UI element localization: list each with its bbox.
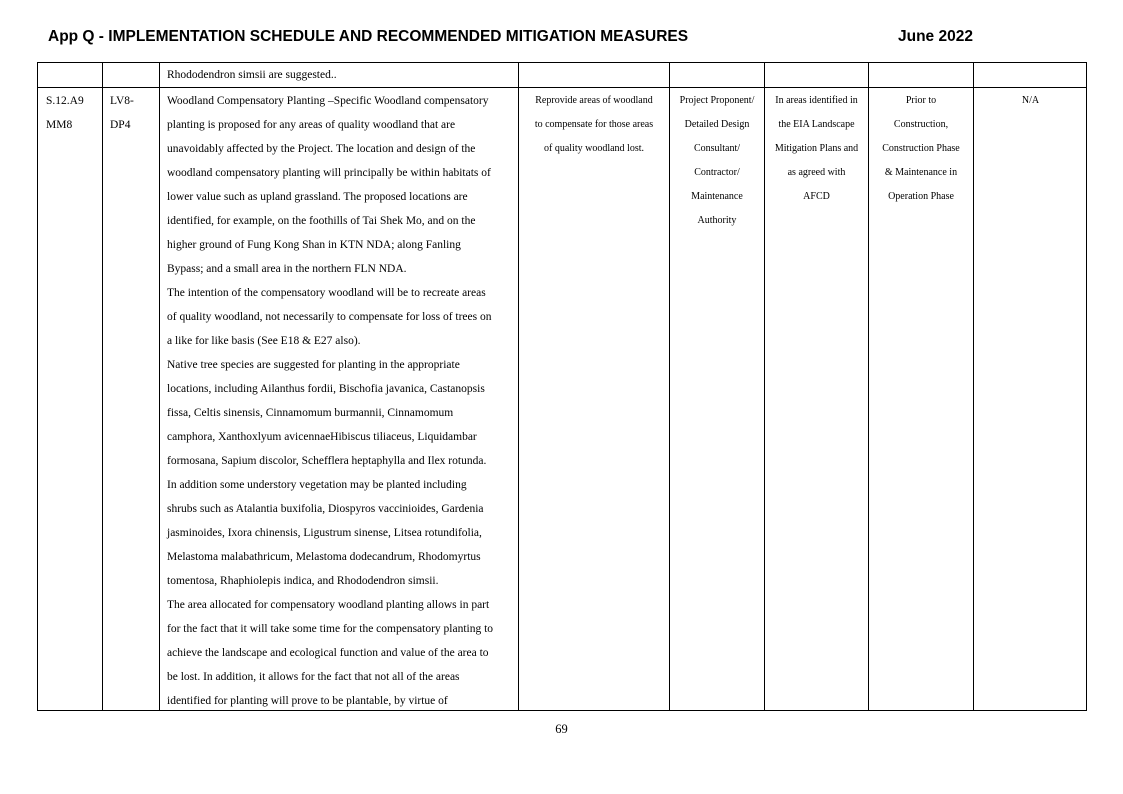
implementer-line: Contractor/ — [694, 167, 740, 178]
timing-line: & Maintenance in — [884, 167, 958, 178]
timing-line: Construction Phase — [882, 143, 960, 154]
row-divider — [38, 87, 1086, 88]
description-line: Native tree species are suggested for planting in the appropriate — [167, 359, 460, 371]
ep-ref-cell — [110, 89, 134, 137]
description-line: identified for planting will prove to be plantable, by virtue of — [167, 695, 448, 707]
ep-ref-line: LV8- — [110, 95, 134, 107]
eia-ref-cell — [46, 89, 84, 137]
timing-cell — [869, 89, 973, 209]
description-line: Woodland Compensatory Planting –Specific Woodland compensatory — [167, 95, 489, 107]
implementer-line: Maintenance — [691, 191, 743, 202]
description-line: of quality woodland, not necessarily to compensate for loss of trees on — [167, 311, 492, 323]
objectives-cell — [519, 89, 669, 161]
timing-line: Operation Phase — [888, 191, 954, 202]
requirements-line: N/A — [1021, 95, 1040, 106]
location-line: Mitigation Plans and — [774, 143, 859, 154]
implementer-line: Detailed Design — [684, 119, 750, 130]
description-line: fissa, Celtis sinensis, Cinnamomum burmannii, Cinnamomum — [167, 407, 454, 419]
description-line: woodland compensatory planting will principally be within habitats of — [167, 167, 491, 179]
requirements-cell — [974, 89, 1087, 113]
objectives-line: to compensate for those areas — [534, 119, 654, 130]
description-line: for the fact that it will take some time for the compensatory planting to — [167, 623, 494, 635]
location-line: as agreed with — [787, 167, 846, 178]
objectives-line: Reprovide areas of woodland — [535, 95, 653, 106]
description-line: Melastoma malabathricum, Melastoma dodecandrum, Rhodomyrtus — [167, 551, 481, 563]
description-line: a like for like basis (See E18 & E27 also). — [167, 335, 361, 347]
column-divider — [102, 63, 103, 710]
description-line: Rhododendron simsii are suggested.. — [167, 69, 337, 81]
page-header-date: June 2022 — [898, 28, 973, 45]
page-number: 69 — [555, 722, 568, 736]
description-line: unavoidably affected by the Project. The location and design of the — [167, 143, 476, 155]
column-divider — [159, 63, 160, 710]
implementer-line: Project Proponent/ — [679, 95, 755, 106]
implementer-cell — [670, 89, 764, 233]
objectives-line: of quality woodland lost. — [544, 143, 644, 154]
implementer-line: Authority — [697, 215, 737, 226]
continued-description-cell — [167, 65, 337, 85]
description-line: The area allocated for compensatory woodland planting allows in part — [167, 599, 490, 611]
eia-ref-line: S.12.A9 — [46, 95, 84, 107]
description-line: In addition some understory vegetation may be planted including — [167, 479, 467, 491]
timing-line: Construction, — [893, 119, 949, 130]
description-line: formosana, Sapium discolor, Schefflera heptaphylla and Ilex rotunda. — [167, 455, 487, 467]
timing-line: Prior to — [905, 95, 937, 106]
column-divider — [973, 63, 974, 710]
description-line: The intention of the compensatory woodland will be to recreate areas — [167, 287, 486, 299]
location-cell — [765, 89, 868, 209]
description-line: Bypass; and a small area in the northern FLN NDA. — [167, 263, 407, 275]
location-line: the EIA Landscape — [778, 119, 855, 130]
implementer-line: Consultant/ — [693, 143, 741, 154]
eia-ref-line: MM8 — [46, 119, 73, 131]
description-line: shrubs such as Atalantia buxifolia, Diospyros vaccinioides, Gardenia — [167, 503, 484, 515]
location-line: AFCD — [803, 191, 830, 202]
ep-ref-line: DP4 — [110, 119, 131, 131]
description-line: jasminoides, Ixora chinensis, Ligustrum sinense, Litsea rotundifolia, — [167, 527, 482, 539]
implementation-schedule-table — [37, 62, 1087, 711]
page-header-title: App Q - IMPLEMENTATION SCHEDULE AND RECOMMENDED MITIGATION MEASURES — [48, 28, 689, 45]
description-line: locations, including Ailanthus fordii, Bischofia javanica, Castanopsis — [167, 383, 485, 395]
description-line: achieve the landscape and ecological function and value of the area to — [167, 647, 489, 659]
description-cell — [167, 89, 493, 713]
description-line: camphora, Xanthoxlyum avicennaeHibiscus tiliaceus, Liquidambar — [167, 431, 477, 443]
description-line: lower value such as upland grassland. The proposed locations are — [167, 191, 468, 203]
location-line: In areas identified in — [775, 95, 858, 106]
description-line: planting is proposed for any areas of quality woodland that are — [167, 119, 456, 131]
description-line: identified, for example, on the foothills of Tai Shek Mo, and on the — [167, 215, 476, 227]
description-line: be lost. In addition, it allows for the fact that not all of the areas — [167, 671, 460, 683]
description-line: higher ground of Fung Kong Shan in KTN NDA; along Fanling — [167, 239, 461, 251]
description-line: tomentosa, Rhaphiolepis indica, and Rhododendron simsii. — [167, 575, 439, 587]
